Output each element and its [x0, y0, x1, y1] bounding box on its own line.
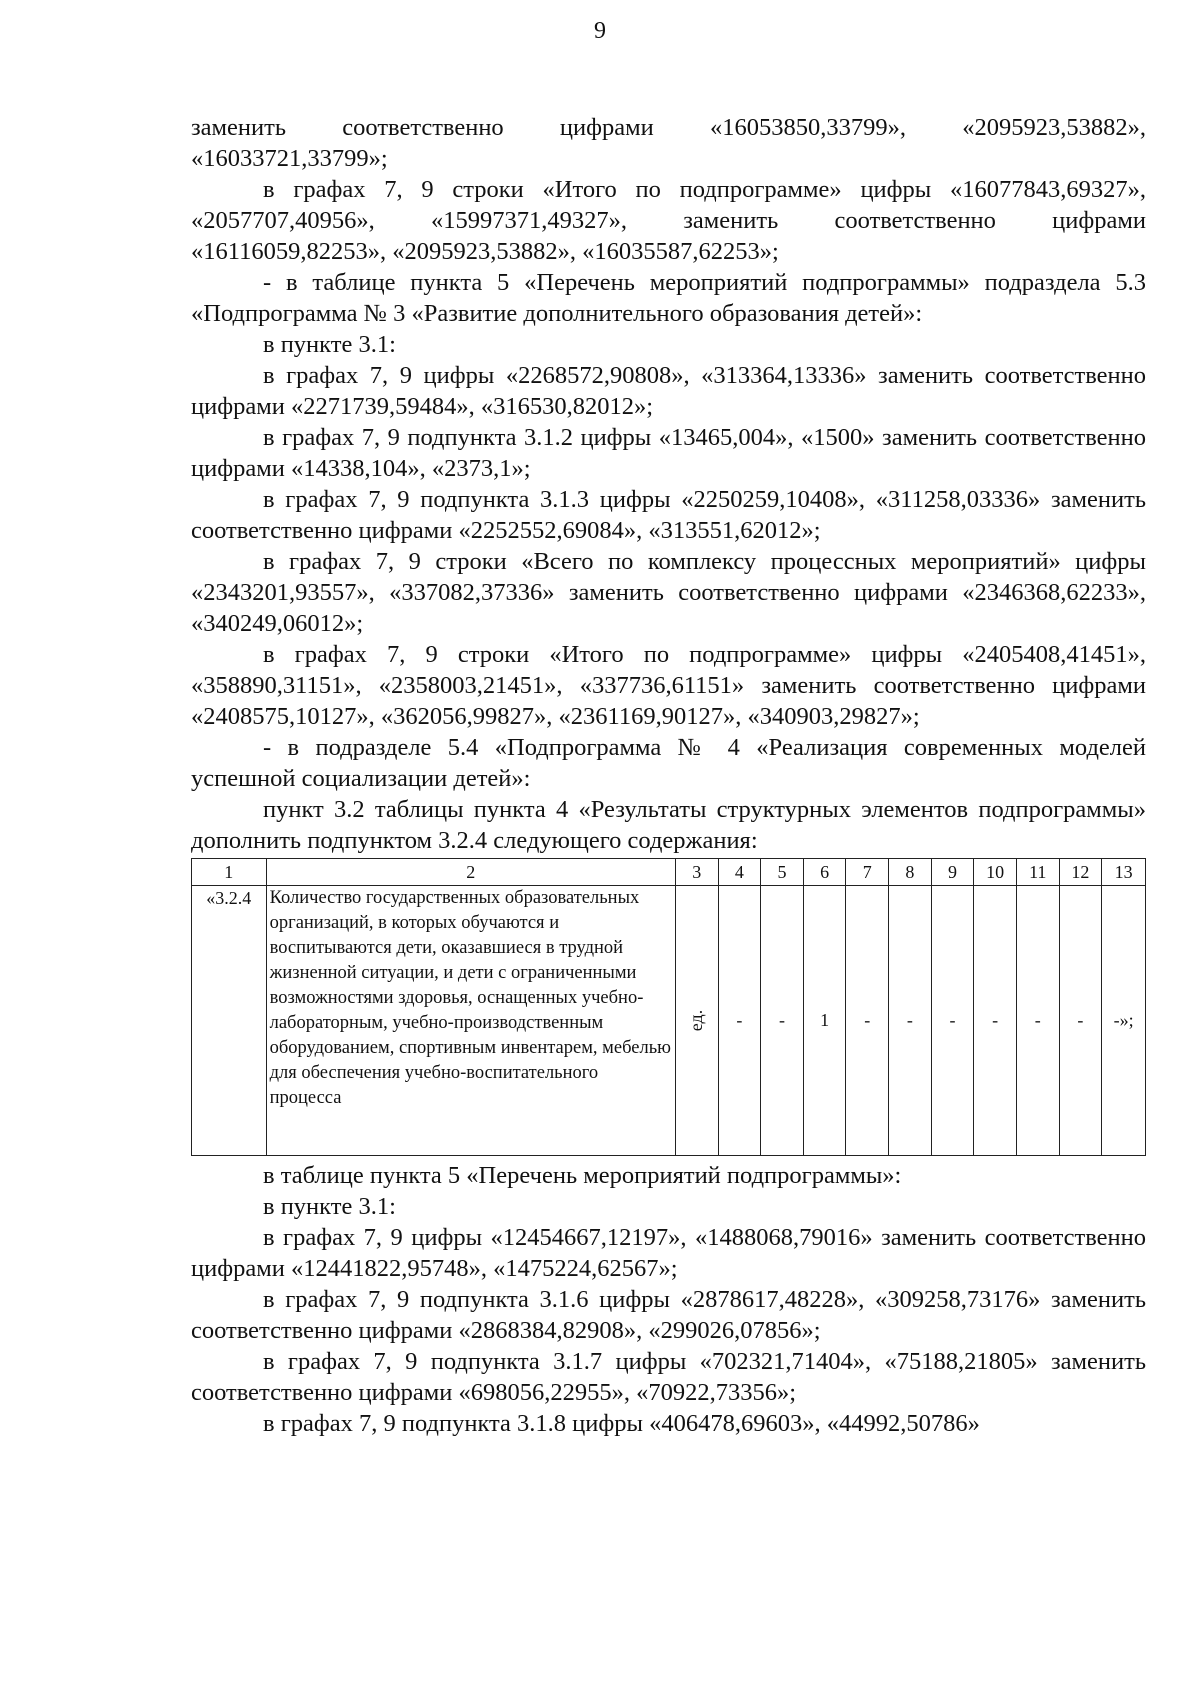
paragraph: в графах 7, 9 строки «Всего по комплексу процессных мероприятий» цифры «2343201,93557», «337082,37336» заменить соответственно цифрами «2346368,62233», «340249,06012»; [191, 548, 1146, 637]
row-number: «3.2.4 [192, 886, 267, 1156]
table-header-cell: 1 [192, 859, 267, 886]
paragraph: в графах 7, 9 подпункта 3.1.3 цифры «2250259,10408», «311258,03336» заменить соответственно цифрами «2252552,69084», «313551,62012»; [191, 486, 1146, 544]
row-unit: ед. [686, 1009, 707, 1032]
table-header-cell: 8 [889, 859, 932, 886]
paragraphs-bottom [191, 1160, 1146, 1439]
row-description: Количество государственных образовательных организаций, в которых обучаются и воспитываются дети, оказавшиеся в трудной жизненной ситуации, и дети с ограниченными возможностями здоровья, оснащенных учебно-лабораторным, учебно-производственным оборудованием, спортивным инвентарем, мебелью для обеспечения учебно-воспитательного процесса [266, 886, 675, 1156]
table-header-cell: 9 [931, 859, 974, 886]
row-value-13: -»; [1102, 886, 1146, 1156]
paragraph: в графах 7, 9 цифры «2268572,90808», «313364,13336» заменить соответственно цифрами «2271739,59484», «316530,82012»; [191, 362, 1146, 420]
row-value-4: - [718, 886, 761, 1156]
document-body [191, 112, 1146, 1439]
row-value-11: - [1016, 886, 1059, 1156]
table-row [192, 886, 1146, 1156]
table-header-cell: 12 [1059, 859, 1102, 886]
paragraph: - в подразделе 5.4 «Подпрограмма № 4 «Реализация современных моделей успешной социализации детей»: [191, 734, 1146, 792]
table-header-cell: 4 [718, 859, 761, 886]
paragraph: в графах 7, 9 подпункта 3.1.7 цифры «702321,71404», «75188,21805» заменить соответственно цифрами «698056,22955», «70922,73356»; [191, 1348, 1146, 1406]
paragraph: в графах 7, 9 строки «Итого по подпрограмме» цифры «16077843,69327», «2057707,40956», «15997371,49327», заменить соответственно цифрами «16116059,82253», «2095923,53882», «16035587,62253»; [191, 176, 1146, 265]
table-header-cell: 13 [1102, 859, 1146, 886]
paragraph: в пункте 3.1: [263, 331, 396, 358]
paragraphs-top [191, 112, 1146, 856]
row-value-10: - [974, 886, 1017, 1156]
table-header-cell: 2 [266, 859, 675, 886]
paragraph: в графах 7, 9 строки «Итого по подпрограмме» цифры «2405408,41451», «358890,31151», «2358003,21451», «337736,61151» заменить соответственно цифрами «2408575,10127», «362056,99827», «2361169,90127», «340903,29827»; [191, 641, 1146, 730]
paragraph: в таблице пункта 5 «Перечень мероприятий подпрограммы»: [263, 1162, 902, 1189]
paragraph: в графах 7, 9 цифры «12454667,12197», «1488068,79016» заменить соответственно цифрами «12441822,95748», «1475224,62567»; [191, 1224, 1146, 1282]
table-header-cell: 11 [1016, 859, 1059, 886]
table-header-cell: 7 [846, 859, 889, 886]
paragraph: в графах 7, 9 подпункта 3.1.6 цифры «2878617,48228», «309258,73176» заменить соответственно цифрами «2868384,82908», «299026,07856»; [191, 1286, 1146, 1344]
row-unit-cell [675, 886, 718, 1156]
row-value-12: - [1059, 886, 1102, 1156]
paragraph: в пункте 3.1: [263, 1193, 396, 1220]
table-header-cell: 3 [675, 859, 718, 886]
results-table [191, 858, 1146, 1156]
row-value-5: - [761, 886, 804, 1156]
paragraph: пункт 3.2 таблицы пункта 4 «Результаты структурных элементов подпрограммы» дополнить подпунктом 3.2.4 следующего содержания: [191, 796, 1146, 854]
table-header-cell: 6 [803, 859, 846, 886]
row-value-9: - [931, 886, 974, 1156]
paragraph: - в таблице пункта 5 «Перечень мероприятий подпрограммы» подраздела 5.3 «Подпрограмма № 3 «Развитие дополнительного образования детей»: [191, 269, 1146, 327]
row-value-6: 1 [803, 886, 846, 1156]
table-header-cell: 10 [974, 859, 1017, 886]
row-value-7: - [846, 886, 889, 1156]
page-number: 9 [594, 18, 606, 44]
table-header-cell: 5 [761, 859, 804, 886]
paragraph: заменить соответственно цифрами «16053850,33799», «2095923,53882», «16033721,33799»; [191, 114, 1146, 172]
table-header-row [192, 859, 1146, 886]
paragraph: в графах 7, 9 подпункта 3.1.2 цифры «13465,004», «1500» заменить соответственно цифрами «14338,104», «2373,1»; [191, 424, 1146, 482]
row-value-8: - [889, 886, 932, 1156]
paragraph: в графах 7, 9 подпункта 3.1.8 цифры «406478,69603», «44992,50786» [263, 1410, 980, 1437]
